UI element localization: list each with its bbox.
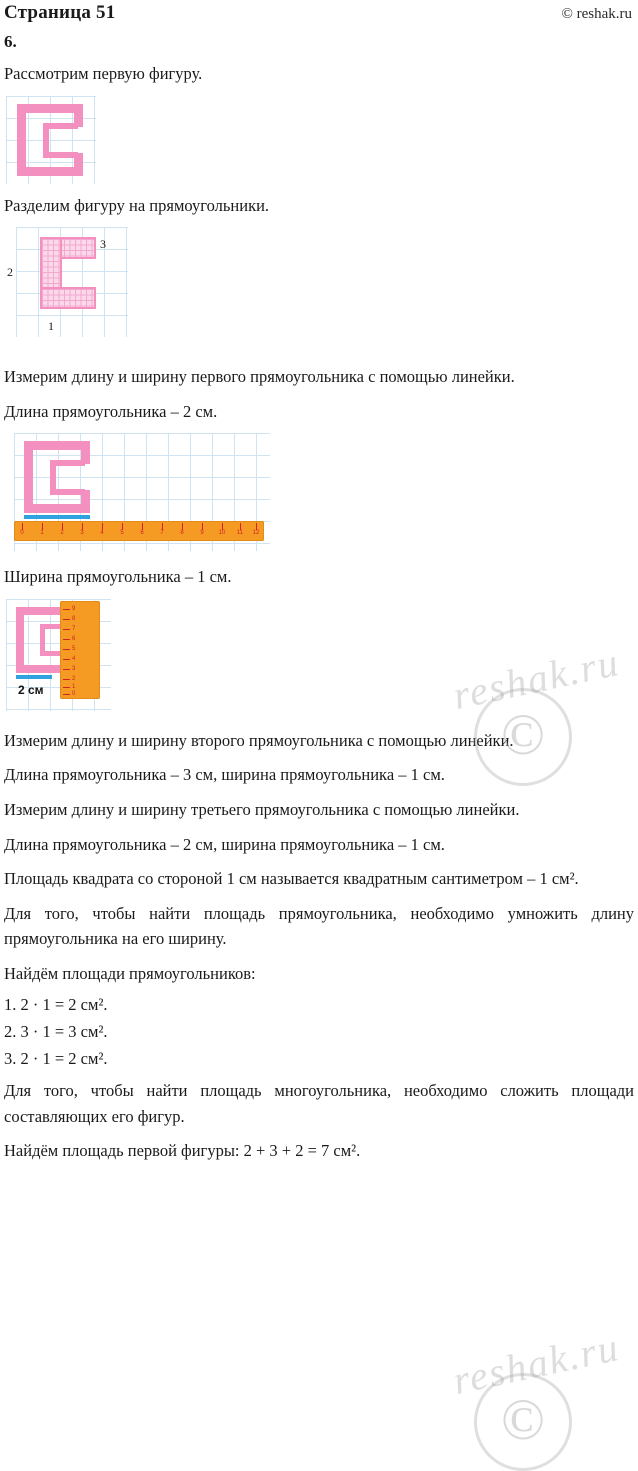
figure-1-grid bbox=[6, 96, 96, 184]
paragraph-1: Рассмотрим первую фигуру. bbox=[4, 64, 203, 83]
equation-2: 2. 3 · 1 = 3 см². bbox=[4, 1022, 108, 1042]
paragraph-7: Длина прямоугольника – 3 см, ширина прямоугольника – 1 см. bbox=[4, 765, 445, 785]
paragraph-9: Длина прямоугольника – 2 см, ширина прямоугольника – 1 см. bbox=[4, 834, 445, 854]
paragraph-12: Найдём площади прямоугольников: bbox=[4, 963, 256, 983]
horizontal-ruler: 0 1 2 3 4 5 6 7 8 9 10 11 12 bbox=[14, 521, 264, 541]
paragraph-10: Площадь квадрата со стороной 1 см называется квадратным сантиметром – 1 см². bbox=[4, 869, 579, 889]
paragraph-13: Для того, чтобы найти площадь многоугольника, необходимо сложить площади составляющих его фигур. bbox=[4, 1081, 634, 1126]
equation-3: 3. 2 · 1 = 2 см². bbox=[4, 1049, 108, 1069]
figure-2-label-3: 3 bbox=[100, 237, 106, 252]
equation-1: 1. 2 · 1 = 2 см². bbox=[4, 995, 108, 1015]
page-header bbox=[0, 0, 638, 24]
watermark-text-top: reshak.ru bbox=[449, 638, 624, 719]
watermark-text-bottom: reshak.ru bbox=[449, 1323, 624, 1404]
paragraph-14: Найдём площадь первой фигуры: 2 + 3 + 2 = 7 см². bbox=[4, 1141, 361, 1161]
watermark-circle-top: © bbox=[474, 688, 572, 786]
figure-2-label-1: 1 bbox=[48, 319, 54, 334]
figure-3-block bbox=[4, 433, 634, 555]
paragraph-11: Для того, чтобы найти площадь прямоугольника, необходимо умножить длину прямоугольника на его ширину. bbox=[4, 903, 634, 949]
paragraph-4: Длина прямоугольника – 2 см. bbox=[4, 401, 218, 421]
figure-1-stroke-inner-left bbox=[43, 123, 49, 158]
figure-3-stroke-left bbox=[24, 441, 33, 513]
figure-2-label-2: 2 bbox=[7, 265, 13, 280]
vertical-ruler: 9 8 7 6 5 4 3 2 1 0 bbox=[60, 601, 100, 699]
figure-2-block bbox=[4, 227, 634, 355]
paragraph-2: Разделим фигуру на прямоугольники. bbox=[4, 195, 270, 215]
watermark-circle-bottom: © bbox=[474, 1373, 572, 1471]
measurement-label-2cm: 2 см bbox=[18, 682, 44, 697]
figure-2-rect-1 bbox=[40, 287, 96, 309]
figure-2-grid bbox=[16, 227, 128, 337]
copyright-notice: © reshak.ru bbox=[561, 6, 632, 22]
page-body bbox=[0, 32, 638, 1164]
paragraph-3: Измерим длину и ширину первого прямоугольника с помощью линейки. bbox=[4, 367, 515, 387]
figure-1-block bbox=[4, 96, 634, 184]
figure-4-stroke-left bbox=[16, 607, 24, 673]
paragraph-5: Ширина прямоугольника – 1 см. bbox=[4, 567, 232, 587]
figure-4-block bbox=[4, 599, 634, 719]
figure-3-stroke-inner-left bbox=[50, 460, 56, 495]
figure-4-stroke-inner-left bbox=[40, 624, 45, 656]
figure-1-stroke-left bbox=[17, 104, 26, 176]
figure-3-measured-segment bbox=[24, 515, 90, 519]
figure-4-measured-segment bbox=[16, 675, 52, 679]
paragraph-8: Измерим длину и ширину третьего прямоугольника с помощью линейки. bbox=[4, 799, 520, 819]
paragraph-6: Измерим длину и ширину второго прямоугольника с помощью линейки. bbox=[4, 730, 514, 750]
page-title: Страница 51 bbox=[4, 2, 116, 23]
task-number: 6. bbox=[4, 32, 17, 51]
